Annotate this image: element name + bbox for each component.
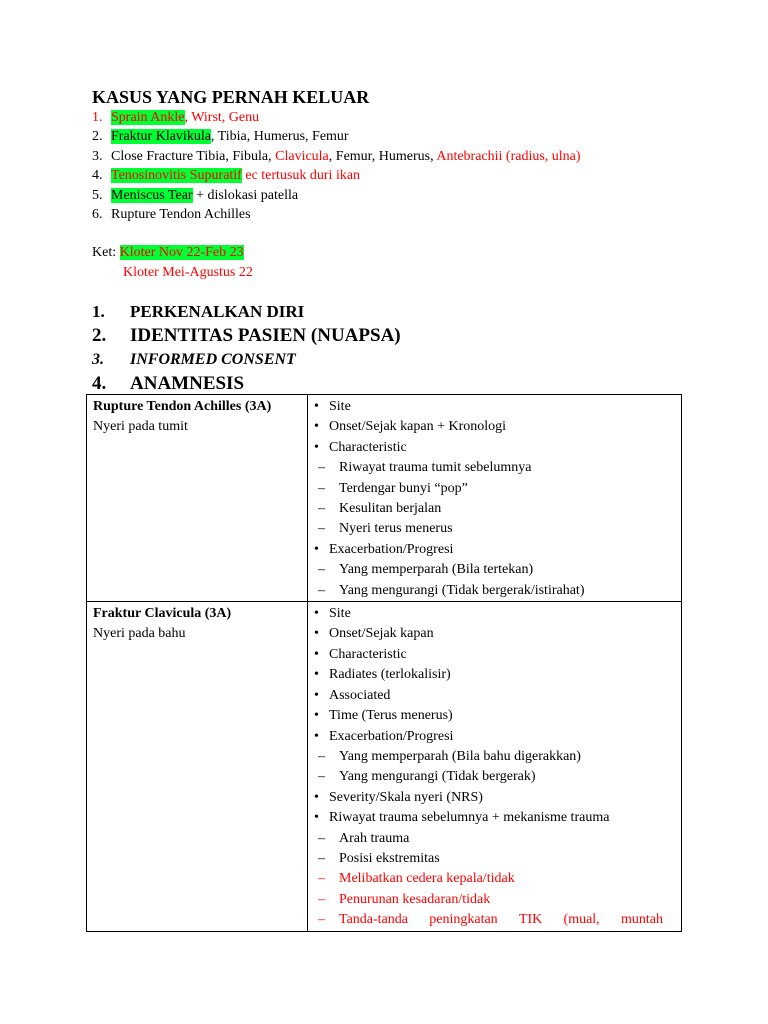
item-text: Exacerbation/Progresi bbox=[329, 541, 454, 557]
checklist-cell bbox=[308, 395, 682, 602]
case-name: Rupture Tendon Achilles (3A) bbox=[93, 399, 272, 414]
dash-marker: – bbox=[318, 769, 325, 785]
bullet-item bbox=[314, 645, 675, 665]
legend-green-entry: Kloter Nov 22-Feb 23 bbox=[119, 245, 244, 260]
item-text: Penurunan kesadaran/tidak bbox=[339, 891, 491, 907]
item-word: Tanda-tanda bbox=[339, 912, 408, 928]
bullet-item bbox=[314, 808, 675, 828]
bullet-item bbox=[314, 624, 675, 644]
section-heading-3 bbox=[92, 348, 401, 372]
case-item bbox=[92, 127, 581, 146]
item-text: Riwayat trauma sebelumnya + mekanisme trauma bbox=[329, 810, 610, 826]
section-heading-1 bbox=[92, 300, 401, 324]
dash-item bbox=[314, 479, 675, 499]
bullet-item bbox=[314, 417, 675, 437]
case-item bbox=[92, 205, 581, 224]
legend bbox=[92, 243, 253, 283]
bullet-marker: • bbox=[314, 667, 319, 683]
section-heading-4 bbox=[92, 372, 401, 396]
bullet-marker: • bbox=[314, 646, 319, 662]
case-text: Antebrachii (radius, ulna) bbox=[436, 148, 581, 164]
case-number: 2. bbox=[92, 129, 103, 145]
case-number: 5. bbox=[92, 187, 103, 203]
item-text: Associated bbox=[329, 687, 391, 703]
dash-item bbox=[314, 458, 675, 478]
highlighted-text: Tenosinovitis Supuratif bbox=[111, 168, 242, 184]
case-text: Rupture Tendon Achilles bbox=[111, 207, 251, 223]
dash-item bbox=[314, 890, 675, 910]
item-text: Onset/Sejak kapan + Kronologi bbox=[329, 419, 507, 435]
bullet-item bbox=[314, 686, 675, 706]
case-cell bbox=[87, 602, 308, 932]
section-number: 1. bbox=[92, 302, 105, 321]
anamnesis-table bbox=[86, 394, 682, 932]
item-text: Radiates (terlokalisir) bbox=[329, 667, 451, 683]
bullet-item bbox=[314, 788, 675, 808]
case-number: 4. bbox=[92, 168, 103, 184]
bullet-marker: • bbox=[314, 399, 319, 414]
dash-marker: – bbox=[318, 850, 325, 866]
dash-item bbox=[314, 910, 675, 930]
case-text: Close Fracture Tibia, Fibula, bbox=[111, 148, 276, 164]
item-text: Yang mengurangi (Tidak bergerak) bbox=[339, 769, 536, 785]
section-headings bbox=[92, 300, 401, 396]
dash-marker: – bbox=[318, 582, 325, 598]
section-label: IDENTITAS PASIEN (NUAPSA) bbox=[130, 325, 401, 346]
case-text: , Wirst, Genu bbox=[184, 110, 260, 125]
case-cell bbox=[87, 395, 308, 602]
item-word: TIK bbox=[518, 912, 543, 928]
case-text: , Femur, Humerus, bbox=[328, 148, 437, 164]
dash-marker: – bbox=[318, 562, 325, 578]
bullet-marker: • bbox=[314, 687, 319, 703]
item-text: Characteristic bbox=[329, 646, 407, 662]
case-number: 1. bbox=[92, 110, 103, 125]
case-number: 3. bbox=[92, 148, 103, 164]
case-item bbox=[92, 186, 581, 205]
section-label: ANAMNESIS bbox=[130, 373, 245, 394]
dash-item bbox=[314, 869, 675, 889]
case-number: 6. bbox=[92, 207, 103, 223]
case-complaint: Nyeri pada tumit bbox=[93, 419, 188, 434]
item-text: Exacerbation/Progresi bbox=[329, 728, 454, 744]
item-text: Yang mengurangi (Tidak bergerak/istirahat) bbox=[339, 582, 585, 598]
bullet-item bbox=[314, 438, 675, 458]
page-title: KASUS YANG PERNAH KELUAR bbox=[92, 87, 370, 107]
dash-marker: – bbox=[318, 521, 325, 537]
dash-marker: – bbox=[318, 480, 325, 496]
bullet-marker: • bbox=[314, 541, 319, 557]
item-text: Nyeri terus menerus bbox=[339, 521, 453, 537]
item-text: Terdengar bunyi “pop” bbox=[339, 480, 468, 496]
item-text: Time (Terus menerus) bbox=[329, 708, 453, 724]
item-text: Yang memperparah (Bila tertekan) bbox=[339, 562, 534, 578]
dash-item bbox=[314, 560, 675, 580]
legend-red-entry: Kloter Mei-Agustus 22 bbox=[123, 265, 253, 280]
bullet-marker: • bbox=[314, 728, 319, 744]
checklist-cell bbox=[308, 602, 682, 932]
case-text: + dislokasi patella bbox=[192, 187, 299, 203]
bullet-marker: • bbox=[314, 810, 319, 826]
item-word: (mual, bbox=[563, 912, 600, 928]
bullet-marker: • bbox=[314, 708, 319, 724]
case-text: , Tibia, Humerus, Femur bbox=[210, 129, 349, 145]
bullet-marker: • bbox=[314, 606, 319, 622]
bullet-marker: • bbox=[314, 439, 319, 455]
dash-marker: – bbox=[318, 460, 325, 476]
dash-marker: – bbox=[318, 912, 325, 928]
dash-item bbox=[314, 499, 675, 519]
case-list bbox=[92, 108, 581, 224]
dash-marker: – bbox=[318, 501, 325, 517]
legend-line-2 bbox=[92, 263, 253, 283]
item-word: muntah bbox=[620, 912, 663, 928]
dash-item bbox=[314, 747, 675, 767]
bullet-item bbox=[314, 540, 675, 560]
section-number: 2. bbox=[92, 325, 107, 346]
dash-item bbox=[314, 849, 675, 869]
dash-marker: – bbox=[318, 830, 325, 846]
case-text: Clavicula bbox=[275, 148, 329, 164]
table-row bbox=[87, 395, 682, 602]
section-label: INFORMED CONSENT bbox=[130, 351, 296, 368]
item-text: Characteristic bbox=[329, 439, 407, 455]
item-text: Arah trauma bbox=[339, 830, 410, 846]
bullet-marker: • bbox=[314, 789, 319, 805]
item-text: Severity/Skala nyeri (NRS) bbox=[329, 789, 483, 805]
dash-marker: – bbox=[318, 891, 325, 907]
highlighted-text: Sprain Ankle bbox=[111, 110, 185, 125]
bullet-marker: • bbox=[314, 626, 319, 642]
dash-item bbox=[314, 581, 675, 601]
section-number: 3. bbox=[92, 351, 104, 368]
bullet-item bbox=[314, 604, 675, 624]
legend-label: Ket: bbox=[92, 245, 120, 260]
dash-item bbox=[314, 829, 675, 849]
item-text: Site bbox=[329, 399, 351, 414]
dash-item bbox=[314, 767, 675, 787]
case-item bbox=[92, 166, 581, 185]
item-text: Kesulitan berjalan bbox=[339, 501, 442, 517]
checklist bbox=[314, 397, 675, 601]
item-text: Melibatkan cedera kepala/tidak bbox=[339, 871, 515, 887]
section-label: PERKENALKAN DIRI bbox=[130, 302, 305, 321]
case-name: Fraktur Clavicula (3A) bbox=[93, 606, 232, 622]
dash-marker: – bbox=[318, 748, 325, 764]
bullet-item bbox=[314, 706, 675, 726]
case-item bbox=[92, 108, 581, 127]
legend-line-1 bbox=[92, 243, 253, 263]
bullet-item bbox=[314, 727, 675, 747]
case-complaint: Nyeri pada bahu bbox=[93, 626, 186, 642]
dash-item bbox=[314, 519, 675, 539]
item-text: Site bbox=[329, 606, 351, 622]
table-row bbox=[87, 602, 682, 932]
section-heading-2 bbox=[92, 324, 401, 348]
item-text: Onset/Sejak kapan bbox=[329, 626, 434, 642]
checklist bbox=[314, 604, 675, 931]
dash-marker: – bbox=[318, 871, 325, 887]
bullet-item bbox=[314, 397, 675, 417]
item-text bbox=[339, 910, 663, 930]
item-text: Riwayat trauma tumit sebelumnya bbox=[339, 460, 532, 476]
case-item bbox=[92, 147, 581, 166]
bullet-marker: • bbox=[314, 419, 319, 435]
highlighted-text: Meniscus Tear bbox=[111, 187, 193, 203]
item-text: Posisi ekstremitas bbox=[339, 850, 440, 866]
item-text: Yang memperparah (Bila bahu digerakkan) bbox=[339, 748, 581, 764]
bullet-item bbox=[314, 665, 675, 685]
item-word: peningkatan bbox=[429, 912, 498, 928]
case-text: ec tertusuk duri ikan bbox=[241, 168, 361, 184]
highlighted-text: Fraktur Klavikula bbox=[111, 129, 211, 145]
section-number: 4. bbox=[92, 373, 107, 394]
